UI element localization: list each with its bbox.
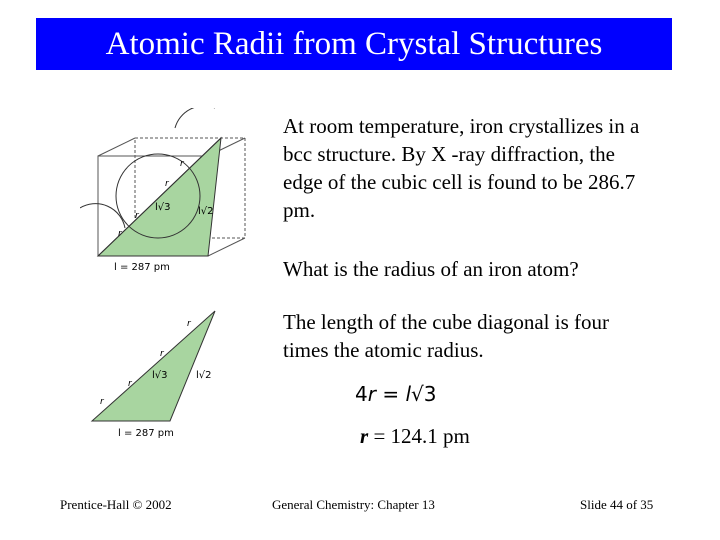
radius-label-6: r [160,349,164,359]
explanation-paragraph: The length of the cube diagonal is four times the atomic radius. [283,310,609,362]
equation-coef: 4 [355,382,368,406]
face-label: l√2 [198,206,214,217]
question-paragraph: What is the radius of an iron atom? [283,257,579,281]
equation-equals: = [375,382,406,406]
triangle-figure [80,308,270,448]
radius-label-4: r [118,229,122,239]
footer-slide-number: Slide 44 of 35 [580,497,654,512]
face-label-2: l√2 [196,370,212,381]
slide-title: Atomic Radii from Crystal Structures [36,18,672,70]
equation-var-l: l [405,382,412,406]
intro-paragraph: At room temperature, iron crystallizes in a bcc structure. By X -ray diffraction, the edge of the cubic cell is found to be 286.7 pm. [283,114,640,222]
diag-label-2: l√3 [152,370,168,381]
radius-label-1: r [180,159,184,169]
equation [355,382,436,406]
radius-label-7: r [128,379,132,389]
footer-chapter: General Chemistry: Chapter 13 [272,497,435,512]
diagonal-triangle-2 [92,311,215,421]
footer-copyright: Prentice-Hall © 2002 [60,497,172,512]
equation-var-r: r [367,382,376,406]
radius-label-3: r [135,211,139,221]
result-value: = 124.1 pm [368,424,470,448]
result-var: r [360,424,369,448]
diag-label: l√3 [155,202,171,213]
edge-label-2: l = 287 pm [118,428,174,439]
radius-label-2: r [165,179,169,189]
edge-label: l = 287 pm [114,262,170,273]
equation-root: √3 [411,382,437,406]
result-line [360,424,470,449]
bcc-cube-figure [80,108,270,278]
radius-label-5: r [187,319,191,329]
radius-label-8: r [100,397,104,407]
